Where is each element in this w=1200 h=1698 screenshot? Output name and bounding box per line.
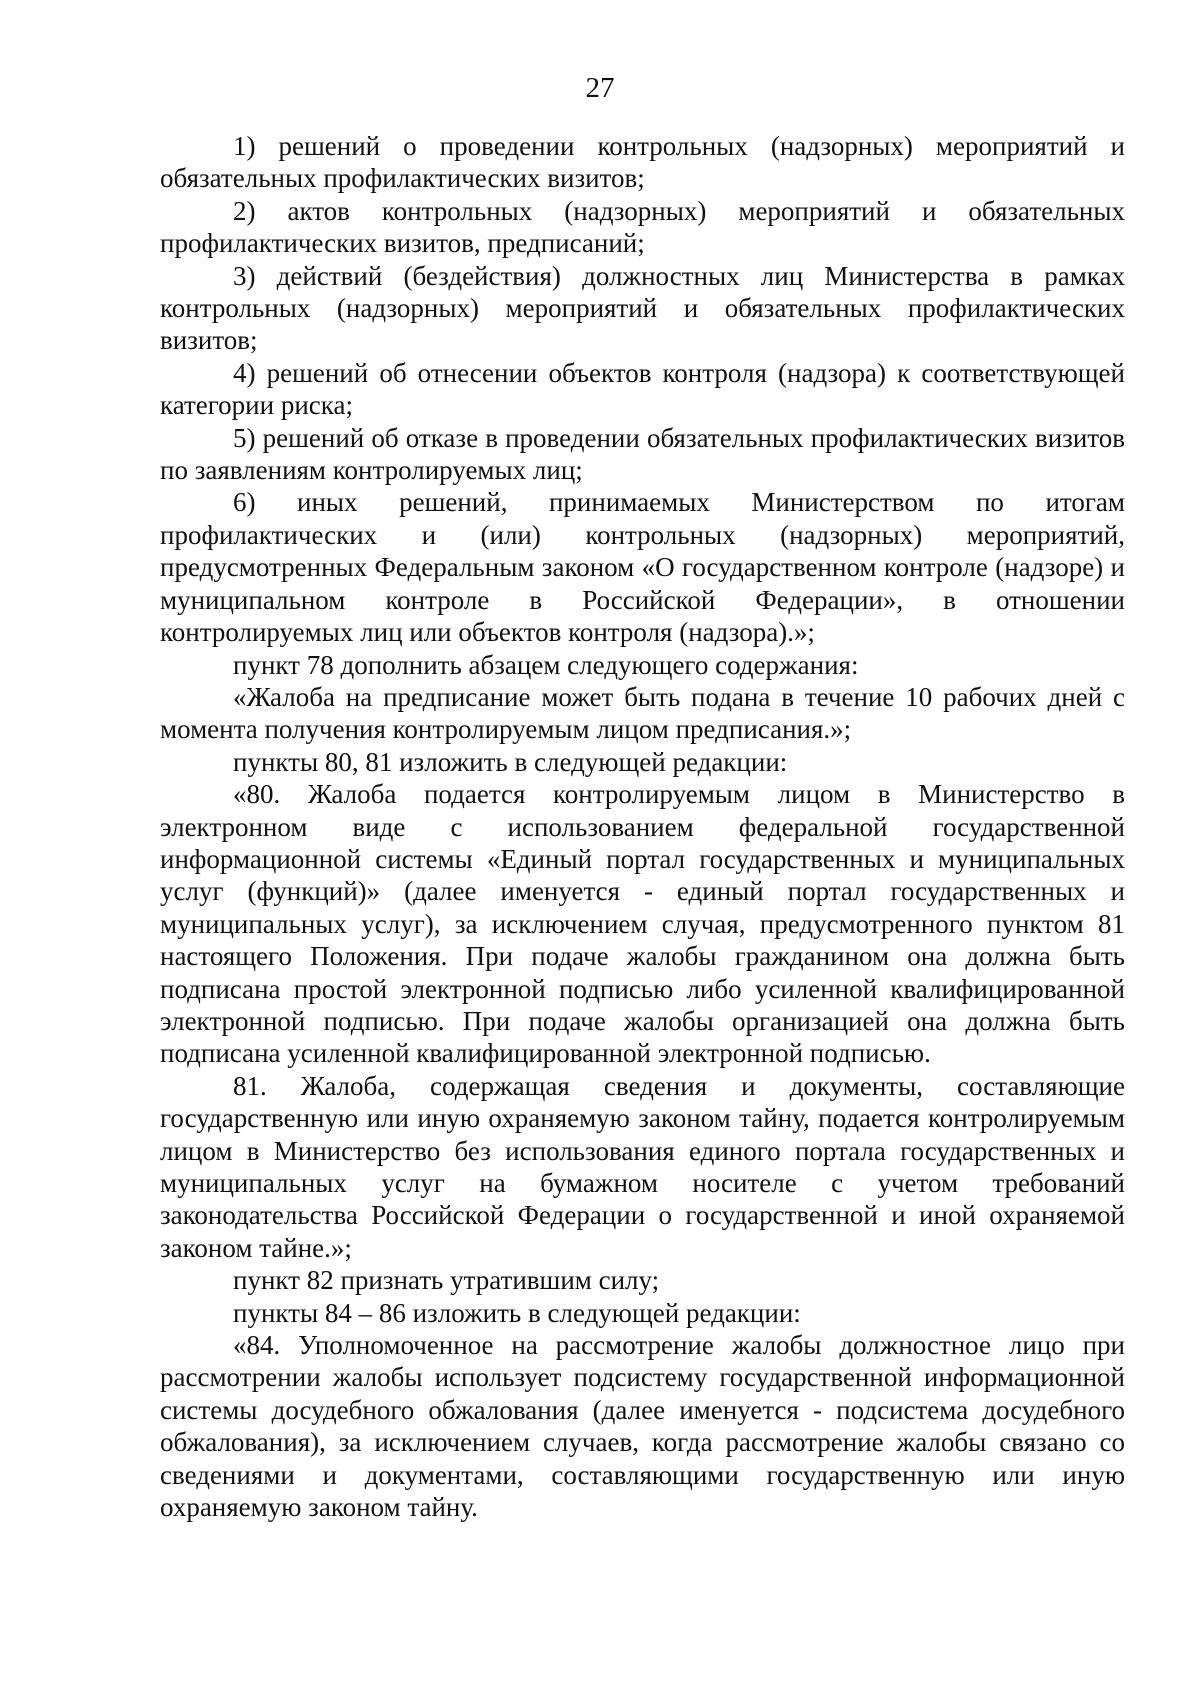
paragraph-item-3: 3) действий (бездействия) должностных лиц Министерства в рамках контрольных (надзорных) мероприятий и обязательных профилактических визитов; [160, 260, 1125, 356]
paragraph-amendment-80-81: пункты 80, 81 изложить в следующей редакции: [233, 746, 788, 777]
paragraph-item-2: 2) актов контрольных (надзорных) мероприятий и обязательных профилактических визитов, предписаний; [160, 195, 1125, 259]
paragraph-quote-complaint-deadline: «Жалоба на предписание может быть подана в течение 10 рабочих дней с момента получения контролируемым лицом предписания.»; [160, 681, 1125, 745]
paragraph-item-1: 1) решений о проведении контрольных (надзорных) мероприятий и обязательных профилактических визитов; [160, 131, 1125, 194]
paragraph-item-4: 4) решений об отнесении объектов контроля (надзора) к соответствующей категории риска; [160, 357, 1125, 421]
paragraph-amendment-84-86: пункты 84 – 86 изложить в следующей редакции: [233, 1297, 801, 1328]
page-number: 27 [585, 72, 615, 104]
paragraph-item-5: 5) решений об отказе в проведении обязательных профилактических визитов по заявлениям контролируемых лиц; [160, 422, 1125, 486]
paragraph-item-6: 6) иных решений, принимаемых Министерством по итогам профилактических и (или) контрольных (надзорных) мероприятий, предусмотренных Федеральным законом «О государственном контроле (надзоре) и муниципальном контроле в Российской Федерации», в отношении контролируемых лиц или объектов контроля (надзора).»; [160, 487, 1125, 648]
paragraph-item-81: 81. Жалоба, содержащая сведения и документы, составляющие государственную или иную охраняемую законом тайну, подается контролируемым лицом в Министерство без использования единого портала государственных и муниципальных услуг на бумажном носителе с учетом требований законодательства Российской Федерации о государственной и иной охраняемой законом тайне.»; [160, 1070, 1125, 1263]
paragraph-amendment-82: пункт 82 признать утратившим силу; [233, 1265, 660, 1296]
paragraph-item-84: «84. Уполномоченное на рассмотрение жалобы должностное лицо при рассмотрении жалобы использует подсистему государственной информационной системы досудебного обжалования (далее именуется - подсистема досудебного обжалования), за исключением случаев, когда рассмотрение жалобы связано со сведениями и документами, составляющими государственную или иную охраняемую законом тайну. [160, 1330, 1125, 1523]
document-body [160, 130, 1125, 1523]
paragraph-amendment-78: пункт 78 дополнить абзацем следующего содержания: [233, 649, 859, 680]
paragraph-item-80: «80. Жалоба подается контролируемым лицом в Министерство в электронном виде с использованием федеральной государственной информационной системы «Единый портал государственных и муниципальных услуг (функций)» (далее именуется - единый портал государственных и муниципальных услуг), за исключением случая, предусмотренного пунктом 81 настоящего Положения. При подаче жалобы гражданином она должна быть подписана простой электронной подписью либо усиленной квалифицированной электронной подписью. При подаче жалобы организацией она должна быть подписана усиленной квалифицированной электронной подписью. [160, 779, 1125, 1069]
